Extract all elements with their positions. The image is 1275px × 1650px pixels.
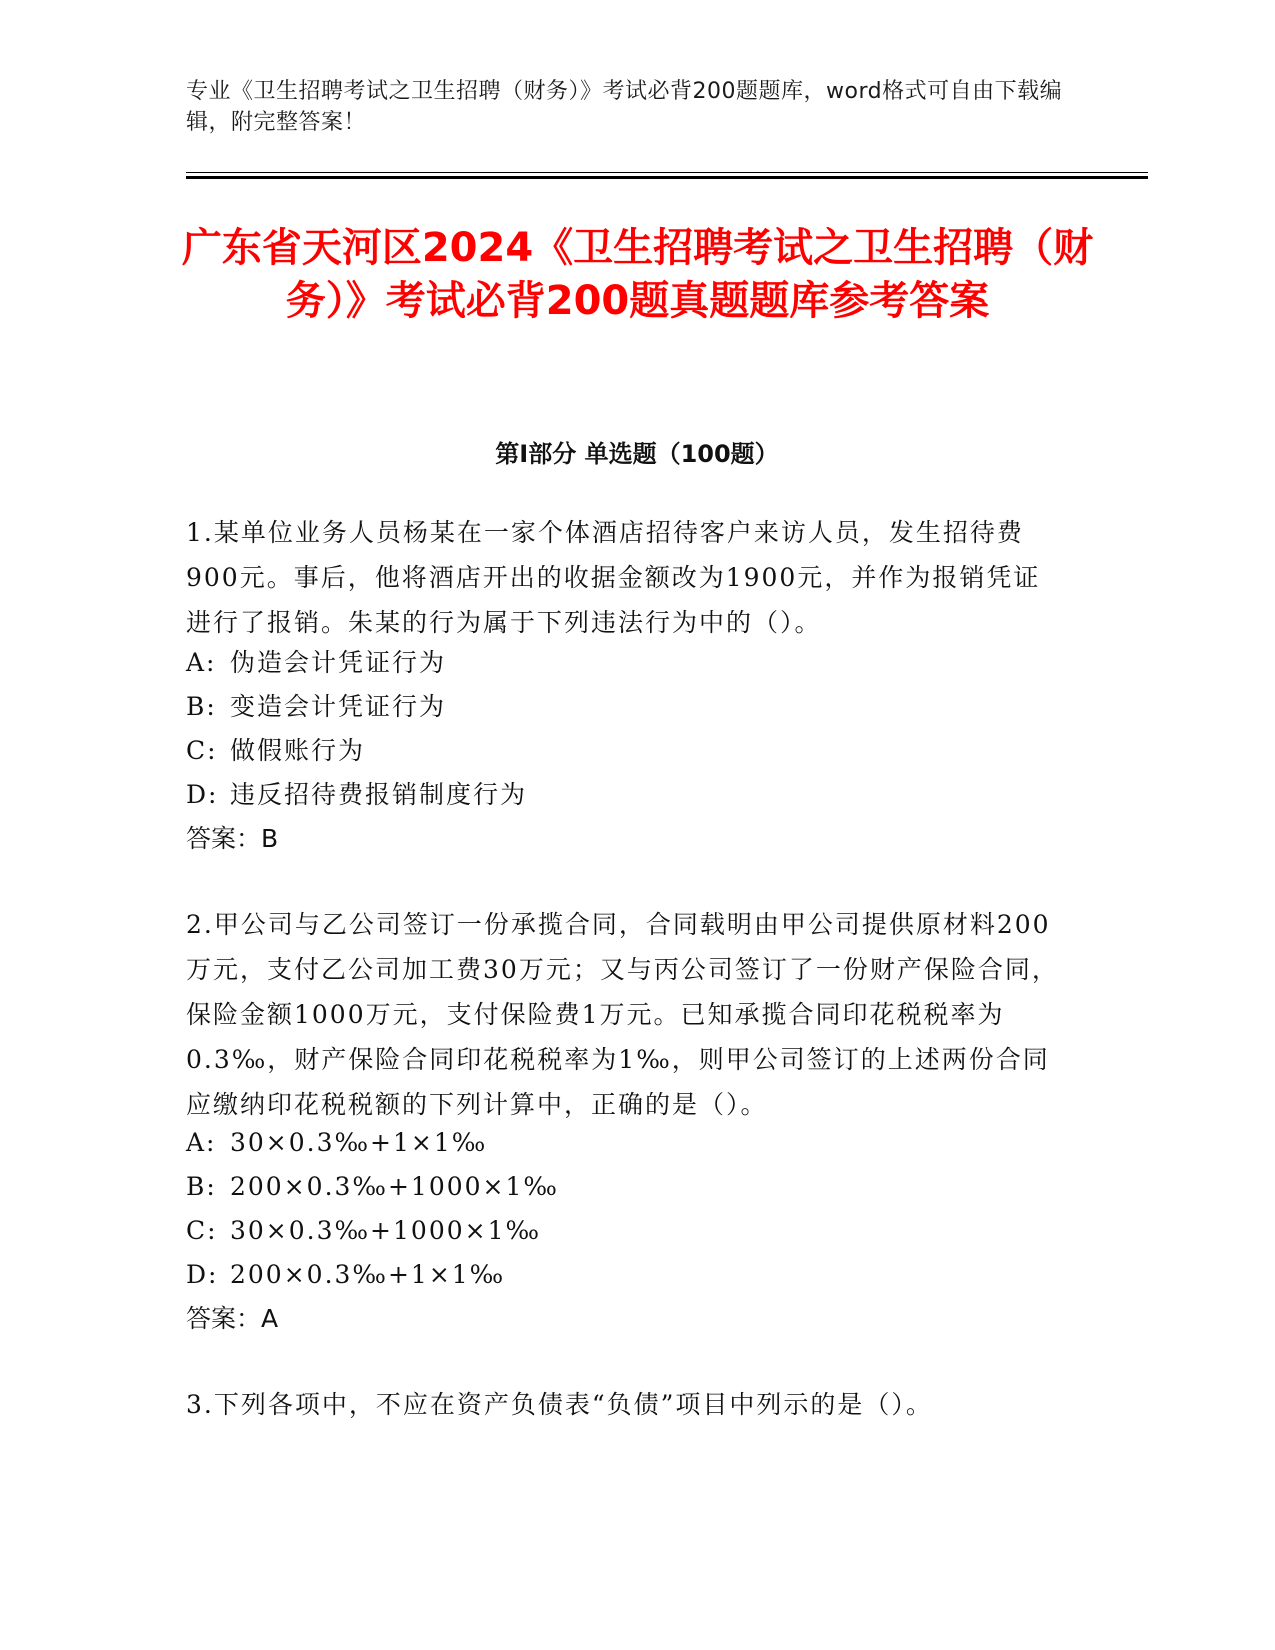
question-2-option-d	[186, 1252, 1066, 1297]
option-text: 200×0.3‰+1×1‰	[230, 1260, 506, 1289]
question-3-stem: 3.下列各项中，不应在资产负债表“负债”项目中列示的是（）。	[186, 1390, 933, 1419]
option-letter: C:	[186, 1216, 218, 1245]
option-letter: C:	[186, 736, 218, 765]
question-1-option-b	[186, 684, 1066, 729]
option-text: 变造会计凭证行为	[230, 692, 447, 721]
question-1-option-d	[186, 772, 1066, 817]
header-rule-thick	[186, 176, 1148, 179]
option-text: 30×0.3‰+1000×1‰	[230, 1216, 542, 1245]
option-text: 伪造会计凭证行为	[230, 648, 447, 677]
option-letter: D:	[186, 780, 219, 809]
option-letter: A:	[186, 648, 217, 677]
question-2-answer: 答案：A	[186, 1304, 279, 1333]
header-note: 专业《卫生招聘考试之卫生招聘（财务）》考试必背200题题库，word格式可自由下载编辑，附完整答案！	[186, 79, 1063, 135]
question-1-option-a	[186, 640, 1066, 685]
option-letter: A:	[186, 1128, 217, 1157]
section-heading: 第Ⅰ部分 单选题（100题）	[495, 440, 779, 468]
question-2-option-b	[186, 1164, 1066, 1209]
option-text: 200×0.3‰+1000×1‰	[230, 1172, 559, 1201]
option-text: 违反招待费报销制度行为	[230, 780, 528, 809]
question-1-answer: 答案：B	[186, 824, 279, 853]
header-rule-thin	[186, 172, 1148, 173]
question-2-stem: 2.甲公司与乙公司签订一份承揽合同，合同载明由甲公司提供原材料200万元，支付乙公司加工费30万元；又与丙公司签订了一份财产保险合同，保险金额1000万元，支付保险费1万元。已知承揽合同印花税税率为0.3‰，财产保险合同印花税税率为1‰，则甲公司签订的上述两份合同应缴纳印花税税额的下列计算中，正确的是（）。	[186, 910, 1059, 1119]
question-1-stem: 1.某单位业务人员杨某在一家个体酒店招待客户来访人员，发生招待费900元。事后，他将酒店开出的收据金额改为1900元，并作为报销凭证进行了报销。朱某的行为属于下列违法行为中的（）。	[186, 518, 1041, 637]
option-text: 30×0.3‰+1×1‰	[230, 1128, 488, 1157]
option-letter: B:	[186, 1172, 217, 1201]
option-letter: D:	[186, 1260, 219, 1289]
question-1-option-c	[186, 728, 1066, 773]
document-title: 广东省天河区2024《卫生招聘考试之卫生招聘（财务）》考试必背200题真题题库参考答案	[181, 225, 1094, 324]
option-text: 做假账行为	[230, 736, 366, 765]
question-2-option-a	[186, 1120, 1066, 1165]
question-2-option-c	[186, 1208, 1066, 1253]
option-letter: B:	[186, 692, 217, 721]
